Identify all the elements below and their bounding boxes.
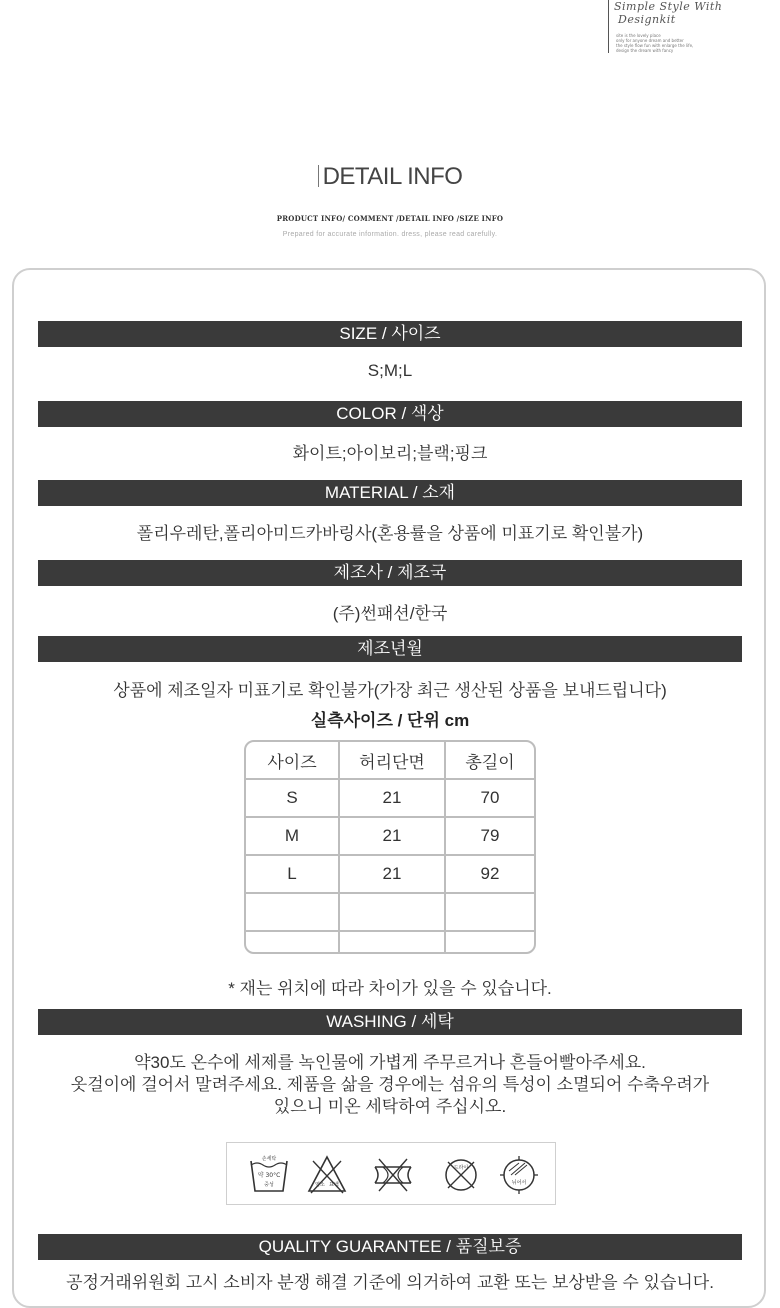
table-cell (445, 893, 534, 931)
measurement-note: * 재는 위치에 따라 차이가 있을 수 있습니다. (228, 979, 552, 998)
logo-divider (608, 0, 609, 53)
handwash-bottom-text: 중성 (264, 1182, 274, 1188)
table-cell (246, 893, 339, 931)
dry-flat-icon (497, 1153, 541, 1197)
table-cell: 79 (445, 817, 534, 855)
maker-header: 제조사 / 제조국 (38, 560, 742, 586)
washing-line: 옷걸이에 걸어서 말려주세요. 제품을 삶을 경우에는 섬유의 특성이 소멸되어 수축우려가 (70, 1075, 710, 1094)
page-title-text: DETAIL INFO (322, 163, 463, 190)
table-cell: 21 (339, 855, 445, 893)
size-header: SIZE / 사이즈 (38, 321, 742, 347)
table-header-row (246, 742, 534, 779)
table-cell (445, 931, 534, 954)
table-cell: 21 (339, 817, 445, 855)
table-row (246, 817, 534, 855)
logo-script-line1: Simple Style With (614, 0, 723, 13)
size-value: S;M;L (367, 361, 413, 380)
table-cell: 70 (445, 779, 534, 817)
table-row (246, 931, 534, 954)
table-cell: M (246, 817, 339, 855)
washing-line: 있으니 미온 세탁하여 주십시오. (273, 1097, 507, 1116)
washing-instructions (38, 1052, 742, 1118)
color-value: 화이트;아이보리;블랙;핑크 (292, 444, 488, 463)
page-title (0, 163, 780, 191)
no-bleach-icon (305, 1153, 349, 1197)
logo-tagline: site is the lovely place only for anyone dream and better the style flow fun with enlarge the life, design the dream with fancy (616, 33, 694, 53)
bleach-right-text: 표백 (329, 1182, 339, 1188)
table-row (246, 779, 534, 817)
table-cell: 92 (445, 855, 534, 893)
handwash-top-text: 손세탁 (261, 1156, 277, 1162)
color-header: COLOR / 색상 (38, 401, 742, 427)
table-cell: L (246, 855, 339, 893)
date-header: 제조년월 (38, 636, 742, 662)
bleach-left-text: 염소 (315, 1182, 325, 1188)
washing-header: WASHING / 세탁 (38, 1009, 742, 1035)
table-header-cell: 총길이 (445, 742, 534, 779)
maker-value: (주)썬패션/한국 (332, 604, 448, 623)
quality-guarantee-text: 공정거래위원회 고시 소비자 분쟁 해결 기준에 의거하여 교환 또는 보상받을 수 있습니다. (66, 1273, 714, 1292)
table-cell: 21 (339, 779, 445, 817)
material-header: MATERIAL / 소재 (38, 480, 742, 506)
logo-script-line2: Designkit (618, 13, 676, 26)
table-cell: S (246, 779, 339, 817)
sub-navigation: PRODUCT INFO/ COMMENT /DETAIL INFO /SIZE INFO (276, 214, 504, 223)
size-table (244, 740, 536, 954)
flat-dry-text: 뉘어서 (511, 1180, 527, 1186)
size-table-title: 실측사이즈 / 단위 cm (310, 711, 470, 730)
subtitle-caption: Prepared for accurate information. dress, please read carefully. (282, 231, 498, 238)
table-header-cell: 허리단면 (339, 742, 445, 779)
brand-logo (604, 0, 780, 54)
quality-guarantee-header: QUALITY GUARANTEE / 품질보증 (38, 1234, 742, 1260)
table-header-cell: 사이즈 (246, 742, 339, 779)
dry-clean-icon (439, 1153, 483, 1197)
title-pipe (318, 165, 319, 187)
care-icons-panel (226, 1142, 556, 1205)
table-cell (339, 931, 445, 954)
dryclean-text: 드라이 (453, 1165, 469, 1171)
washing-line: 약30도 온수에 세제를 녹인물에 가볍게 주무르거나 흔들어빨아주세요. (134, 1053, 646, 1072)
material-value: 폴리우레탄,폴리아미드카바링사(혼용률을 상품에 미표기로 확인불가) (136, 524, 644, 543)
no-wring-icon (371, 1153, 415, 1197)
table-row (246, 855, 534, 893)
table-cell (246, 931, 339, 954)
handwash-temp-text: 약 30°C (257, 1172, 281, 1179)
date-value: 상품에 제조일자 미표기로 확인불가(가장 최근 생산된 상품을 보내드립니다) (113, 681, 667, 700)
table-cell (339, 893, 445, 931)
table-row (246, 893, 534, 931)
handwash-icon (247, 1153, 291, 1197)
